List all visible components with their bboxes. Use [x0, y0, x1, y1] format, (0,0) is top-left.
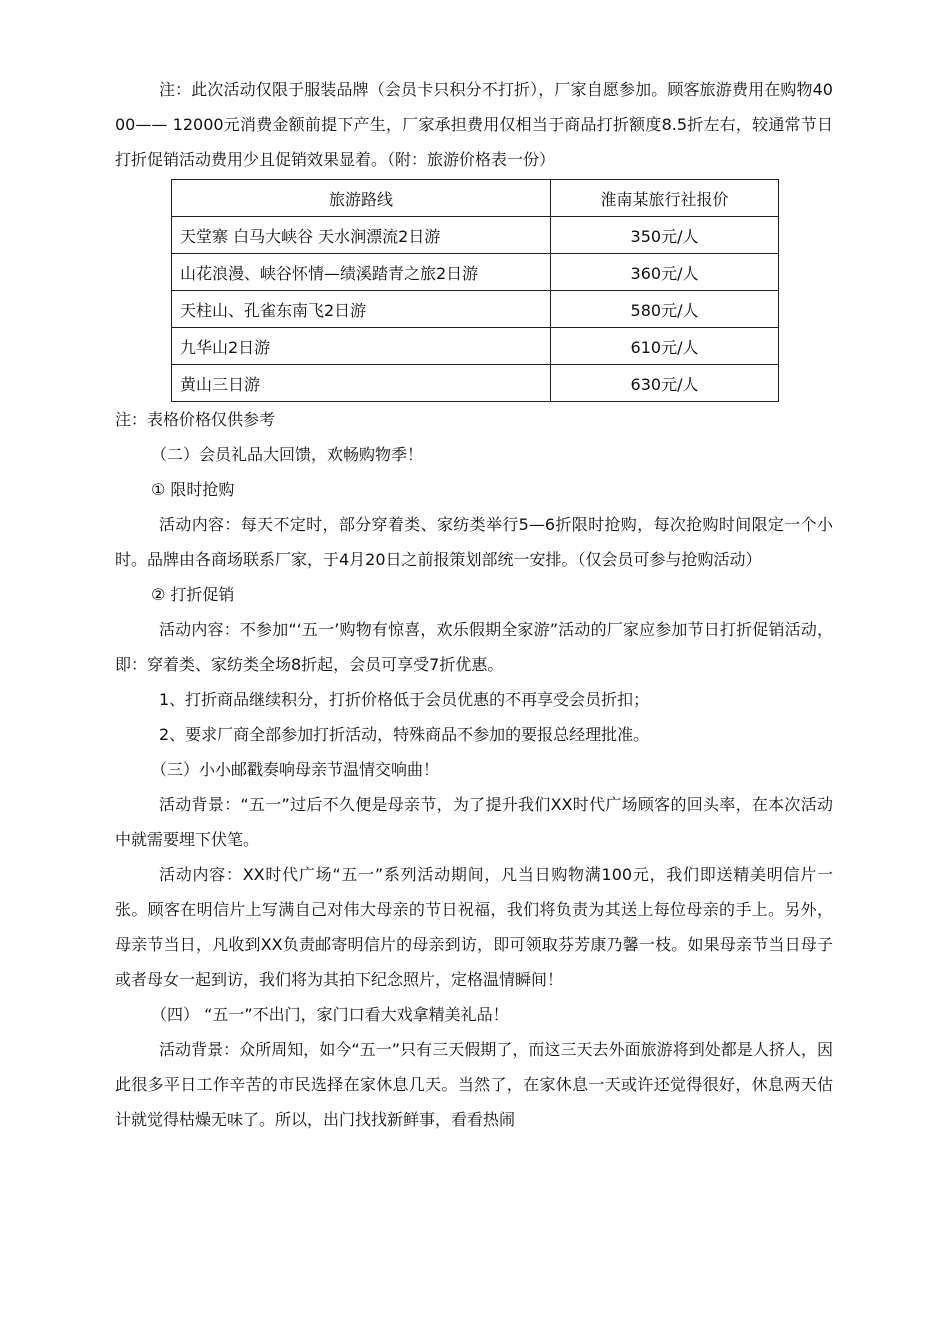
table-row	[172, 217, 779, 254]
item-2-content: 活动内容：不参加“‘五一’购物有惊喜，欢乐假期全家游”活动的厂家应参加节日打折促销活动，即：穿着类、家纺类全场8折起，会员可享受7折优惠。	[115, 620, 833, 674]
table-note: 注：表格价格仅供参考	[115, 410, 276, 429]
route-column-header: 旅游路线	[172, 180, 551, 217]
document-page	[115, 72, 833, 1137]
route-cell: 天堂寨 白马大峡谷 天水涧漂流2日游	[172, 217, 551, 254]
price-column-header: 淮南某旅行社报价	[551, 180, 779, 217]
route-cell: 山花浪漫、峡谷怀情—绩溪踏青之旅2日游	[172, 254, 551, 291]
item-2-rule-2: 2、要求厂商全部参加打折活动，特殊商品不参加的要报总经理批准。	[159, 725, 650, 744]
price-cell: 360元/人	[551, 254, 779, 291]
section-3-heading: （三）小小邮戳奏响母亲节温情交响曲！	[151, 760, 440, 779]
item-2-rule-1: 1、打折商品继续积分，打折价格低于会员优惠的不再享受会员折扣；	[159, 690, 650, 709]
table-row	[172, 254, 779, 291]
table-row	[172, 291, 779, 328]
item-1-heading: ① 限时抢购	[151, 480, 235, 499]
activity-note-paragraph: 注：此次活动仅限于服装品牌（会员卡只积分不打折），厂家自愿参加。顾客旅游费用在购物4000—— 12000元消费金额前提下产生，厂家承担费用仅相当于商品打折额度8.5折左右，较通常节日打折促销活动费用少且促销效果显着。（附：旅游价格表一份）	[115, 80, 833, 169]
section-2-heading: （二）会员礼品大回馈，欢畅购物季！	[151, 445, 424, 464]
price-cell: 350元/人	[551, 217, 779, 254]
table-row	[172, 328, 779, 365]
table-header-row	[172, 180, 779, 217]
tour-price-table	[171, 179, 779, 402]
section-3-content: 活动内容：XX时代广场“五一”系列活动期间，凡当日购物满100元，我们即送精美明信片一张。顾客在明信片上写满自己对伟大母亲的节日祝福，我们将负责为其送上每位母亲的手上。另外，母亲节当日，凡收到XX负责邮寄明信片的母亲到访，即可领取芬芳康乃馨一枝。如果母亲节当日母子或者母女一起到访，我们将为其拍下纪念照片，定格温情瞬间！	[115, 865, 833, 989]
price-cell: 610元/人	[551, 328, 779, 365]
route-cell: 天柱山、孔雀东南飞2日游	[172, 291, 551, 328]
section-3-background: 活动背景：“五一”过后不久便是母亲节，为了提升我们XX时代广场顾客的回头率，在本次活动中就需要埋下伏笔。	[115, 795, 833, 849]
table-row	[172, 365, 779, 402]
route-cell: 黄山三日游	[172, 365, 551, 402]
price-cell: 580元/人	[551, 291, 779, 328]
section-4-background: 活动背景：众所周知，如今“五一”只有三天假期了，而这三天去外面旅游将到处都是人挤人，因此很多平日工作辛苦的市民选择在家休息几天。当然了，在家休息一天或许还觉得很好，休息两天估计就觉得枯燥无味了。所以，出门找找新鲜事，看看热闹	[115, 1040, 833, 1129]
item-1-content: 活动内容：每天不定时，部分穿着类、家纺类举行5—6折限时抢购，每次抢购时间限定一个小时。品牌由各商场联系厂家，于4月20日之前报策划部统一安排。（仅会员可参与抢购活动）	[115, 515, 833, 569]
item-2-heading: ② 打折促销	[151, 585, 235, 604]
price-cell: 630元/人	[551, 365, 779, 402]
route-cell: 九华山2日游	[172, 328, 551, 365]
section-4-heading: （四） “五一”不出门，家门口看大戏拿精美礼品！	[151, 1005, 509, 1024]
